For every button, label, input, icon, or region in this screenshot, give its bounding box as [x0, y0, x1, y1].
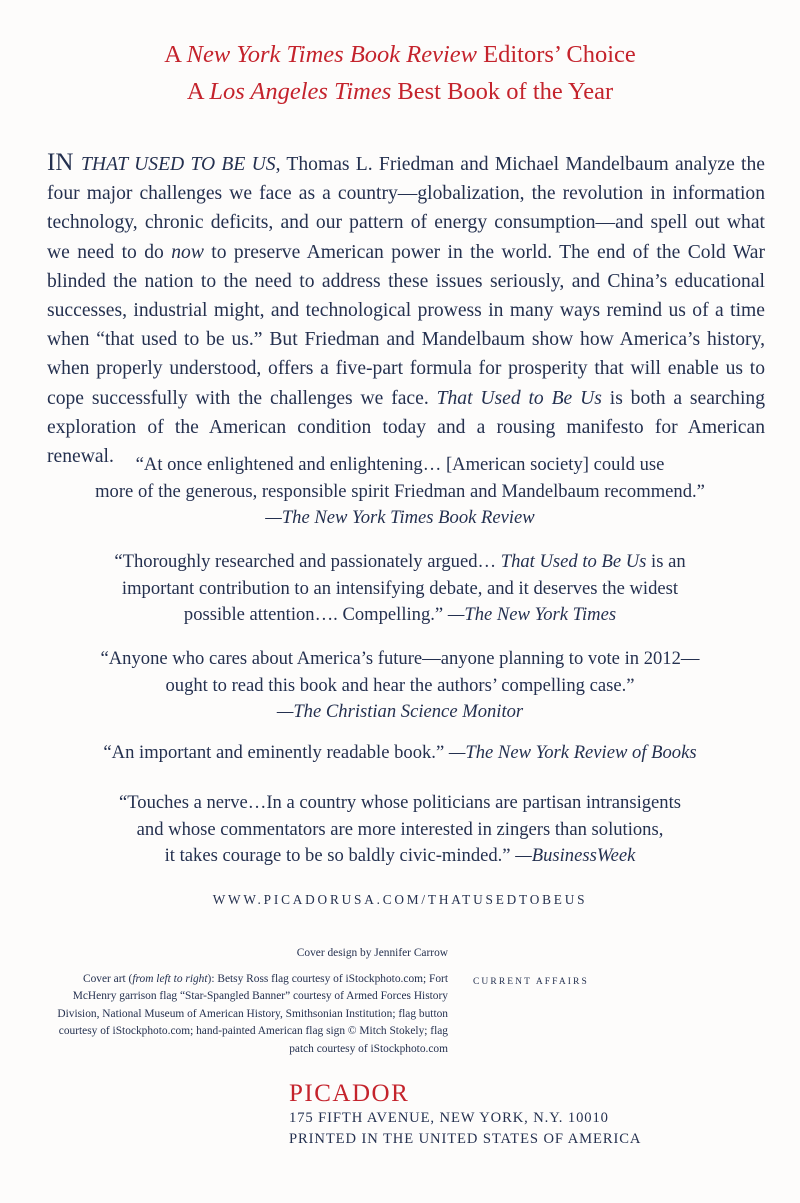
review-quote: “Thoroughly researched and passionately argued… That Used to Be Us is an important contribution to an intensifying debate, and it deserves the widest possible attention…. Compelling.” —The New York Times — [114, 551, 686, 625]
cover-design-credit: Cover design by Jennifer Carrow — [296, 947, 448, 959]
lead-word: IN — [47, 149, 82, 176]
cover-art-credit: Cover art (from left to right): Betsy Ross flag courtesy of iStockphoto.com; Fort McHenry garrison flag “Star-Spangled Banner” courtesy of Armed Forces History Division, National Museum of American History, Smithsonian Institution; flag button courtesy of iStockphoto.com; hand-painted American flag sign © Mitch Stokely; flag patch courtesy of iStockphoto.com — [57, 973, 448, 1055]
category-label: CURRENT AFFAIRS — [473, 977, 589, 987]
review-quote: “At once enlightened and enlightening… [American society] could use more of the generous, responsible spirit Friedman and Mandelbaum recommend.” —The New York Times Book Review — [95, 454, 705, 528]
accolade-nytbr: A New York Times Book Review Editors’ Choice — [164, 41, 636, 68]
publisher-name: PICADOR — [289, 1080, 410, 1107]
quote-source: —The New York Review of Books — [448, 742, 697, 763]
book-title: THAT USED TO BE US — [81, 154, 276, 175]
review-quote: “Anyone who cares about America’s future—anyone planning to vote in 2012— ought to read this book and hear the authors’ compelling case.” —The Christian Science Monitor — [100, 648, 700, 722]
review-quote: “An important and eminently readable book.” —The New York Review of Books — [103, 742, 697, 763]
quote-source: —BusinessWeek — [515, 845, 636, 866]
quote-source: —The New York Times — [447, 604, 617, 625]
accolades — [0, 36, 800, 110]
website-url: WWW.PICADORUSA.COM/THATUSEDTOBEUS — [212, 892, 588, 907]
accolade-lat: A Los Angeles Times Best Book of the Year — [186, 78, 614, 105]
quote-source: —The New York Times Book Review — [265, 507, 535, 528]
publisher-block — [289, 1080, 641, 1150]
printed-in: PRINTED IN THE UNITED STATES OF AMERICA — [289, 1131, 642, 1147]
book-description: IN THAT USED TO BE US, Thomas L. Friedman and Michael Mandelbaum analyze the four major challenges we face as a country—globalization, the revolution in information technology, chronic deficits, and our pattern of energy consumption—and spell out what we need to do now to preserve American power in the world. The end of the Cold War blinded the nation to the need to address these issues seriously, and China’s educational successes, industrial might, and technological prowess in many ways remind us of a time when “that used to be us.” But Friedman and Mandelbaum show how America’s history, when properly understood, offers a five-part formula for prosperity that will enable us to cope successfully with the challenges we face. That Used to Be Us is both a searching exploration of the American condition today and a rousing manifesto for American renewal. — [47, 149, 765, 468]
publisher-address: 175 FIFTH AVENUE, NEW YORK, N.Y. 10010 — [289, 1110, 609, 1126]
review-quote: “Touches a nerve…In a country whose politicians are partisan intransigents and whose commentators are more interested in zingers than solutions, it takes courage to be so baldly civic-minded.” —BusinessWeek — [118, 792, 681, 866]
quote-source: —The Christian Science Monitor — [276, 701, 524, 722]
